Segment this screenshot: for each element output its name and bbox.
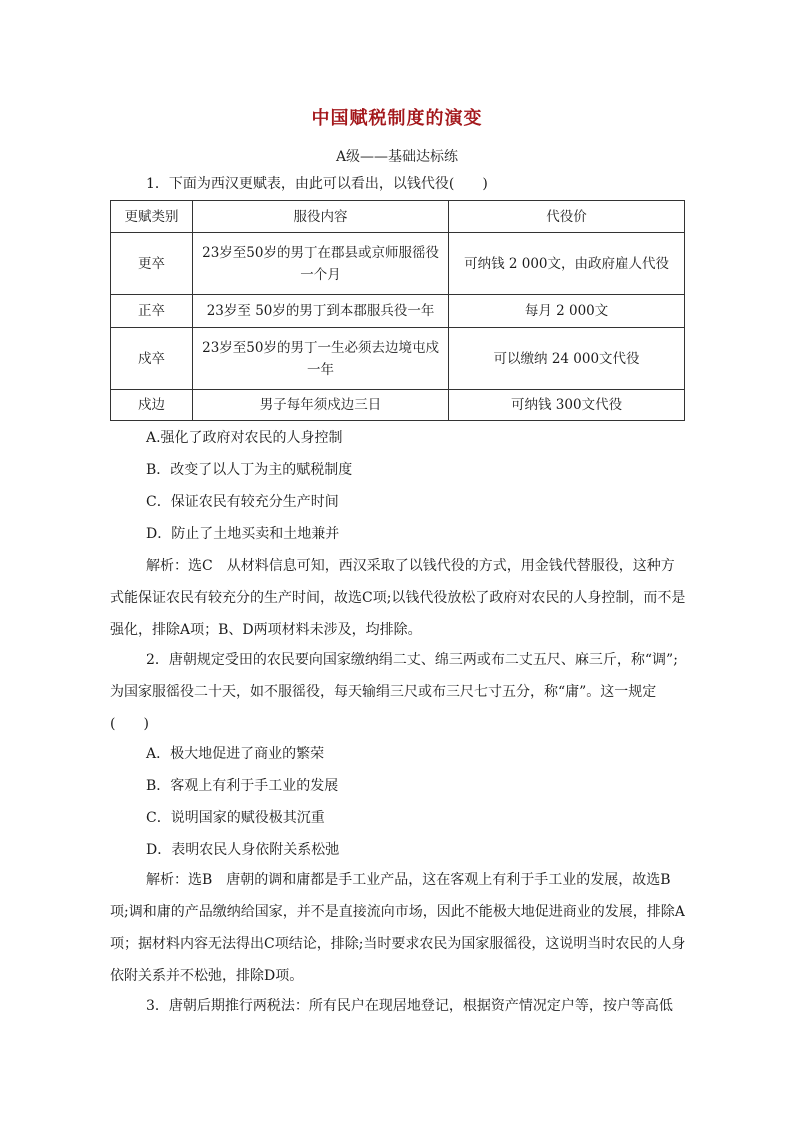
table-header-row (111, 201, 685, 233)
table-cell: 男子每年须戍边三日 (193, 390, 449, 421)
table-row (111, 295, 685, 328)
document-title: 中国赋税制度的演变 (311, 108, 483, 129)
table-cell: 可纳钱 300文代役 (449, 390, 685, 421)
table-row (111, 328, 685, 390)
q1-option-b: B．改变了以人丁为主的赋税制度 (146, 462, 353, 478)
q2-analysis: 解析：选B 唐朝的调和庸都是手工业产品，这在客观上有利于手工业的发展，故选B项;调和庸的产品缴纳给国家，并不是直接流向市场，因此不能极大地促进商业的发展，排除A项；据材料内容无法得出C项结论，排除;当时要求农民为国家服徭役，这说明当时农民的人身依附关系并不松弛，排除D项。 (110, 872, 686, 984)
q2-option-d: D．表明农民人身依附关系松弛 (146, 842, 340, 858)
table-row (111, 233, 685, 295)
table-cell: 23岁至 50岁的男丁到本郡服兵役一年 (193, 295, 449, 328)
q1-option-c: C．保证农民有较充分生产时间 (146, 494, 339, 510)
table-header-cell: 更赋类别 (111, 201, 193, 233)
table-header-cell: 服役内容 (193, 201, 449, 233)
table-cell: 可以缴纳 24 000文代役 (449, 328, 685, 390)
q1-stem: 1．下面为西汉更赋表，由此可以看出，以钱代役( ) (146, 176, 488, 192)
table-cell: 更卒 (111, 233, 193, 295)
table-cell: 23岁至50岁的男丁在郡县或京师服徭役一个月 (193, 233, 449, 295)
q3-stem: 3．唐朝后期推行两税法：所有民户在现居地登记，根据资产情况定户等，按户等高低 (146, 998, 673, 1014)
q2-stem: 2．唐朝规定受田的农民要向国家缴纳绢二丈、绵三两或布二丈五尺、麻三斤，称“调”;为国家服徭役二十天，如不服徭役，每天输绢三尺或布三尺七寸五分，称“庸”。这一规定( ) (110, 652, 678, 732)
q1-option-a: A.强化了政府对农民的人身控制 (146, 430, 343, 446)
q2-option-c: C．说明国家的赋役极其沉重 (146, 810, 325, 826)
tax-table (110, 200, 685, 421)
table-row (111, 390, 685, 421)
table-cell: 可纳钱 2 000文，由政府雇人代役 (449, 233, 685, 295)
section-subtitle: A级——基础达标练 (335, 149, 459, 165)
q2-option-b: B．客观上有利于手工业的发展 (146, 778, 339, 794)
table-cell: 正卒 (111, 295, 193, 328)
table-cell: 23岁至50岁的男丁一生必须去边境屯戍一年 (193, 328, 449, 390)
table-header-cell: 代役价 (449, 201, 685, 233)
table-cell: 每月 2 000文 (449, 295, 685, 328)
table-cell: 戍边 (111, 390, 193, 421)
table-cell: 戍卒 (111, 328, 193, 390)
q1-analysis: 解析：选C 从材料信息可知，西汉采取了以钱代役的方式，用金钱代替服役，这种方式能保证农民有较充分的生产时间，故选C项;以钱代役放松了政府对农民的人身控制，而不是强化，排除A项；B、D两项材料未涉及，均排除。 (110, 558, 686, 638)
q1-option-d: D．防止了土地买卖和土地兼并 (146, 526, 340, 542)
q2-option-a: A．极大地促进了商业的繁荣 (146, 746, 325, 762)
